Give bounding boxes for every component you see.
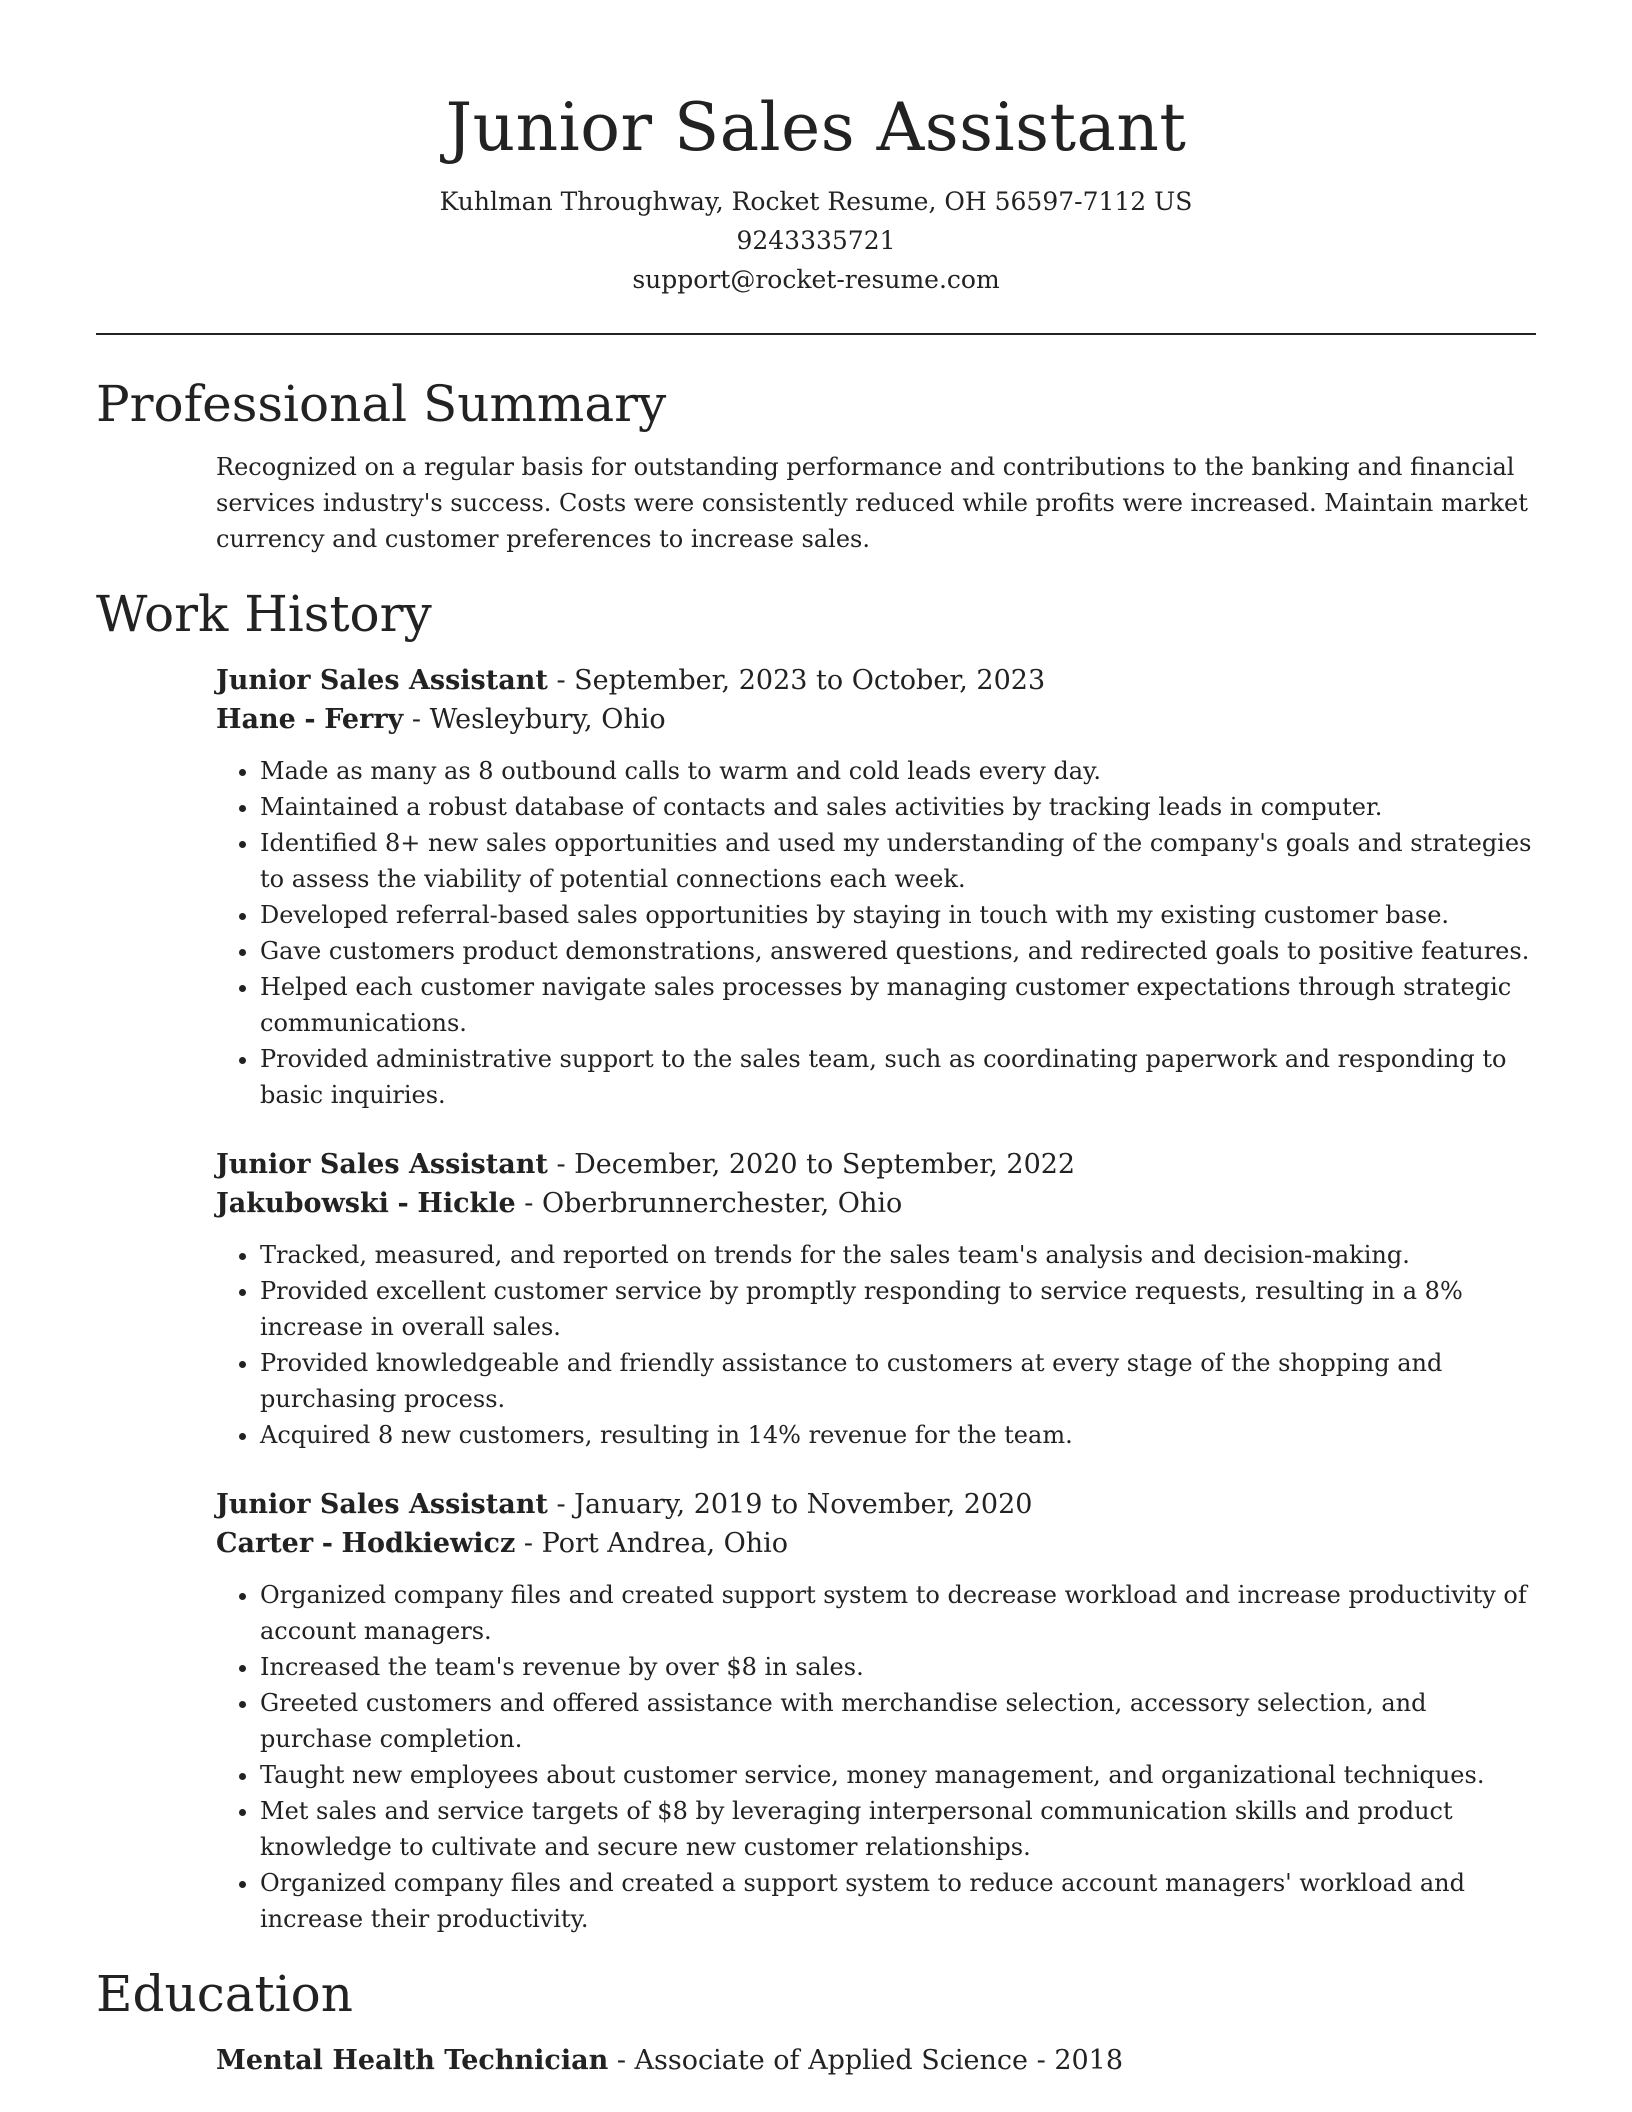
job-title-line [216, 661, 1536, 700]
job-title-line [216, 1145, 1536, 1184]
company-name-b: Ferry [324, 704, 404, 735]
job-location: Oberbrunnerchester, Ohio [541, 1188, 903, 1219]
job-bullet: • Helped each customer navigate sales processes by managing customer expectations through strategic communications. [260, 969, 1536, 1041]
work-history-heading: Work History [96, 585, 432, 643]
job-bullet: • Maintained a robust database of contacts and sales activities by tracking leads in computer. [260, 789, 1536, 825]
separator: - [304, 704, 316, 735]
separator: - [616, 2045, 626, 2076]
summary-text: Recognized on a regular basis for outstanding performance and contributions to the banking and financial services industry's success. Costs were consistently reduced while profits were increased. Maintain market currency and customer preferences to increase sales. [216, 453, 1528, 553]
job-location: Port Andrea, Ohio [541, 1528, 789, 1559]
job-bullet: • Organized company files and created a support system to reduce account managers' workload and increase their productivity. [260, 1865, 1536, 1937]
email: support@rocket-resume.com [632, 265, 1000, 294]
job-role: Junior Sales Assistant [216, 1489, 548, 1520]
separator: - [523, 1528, 534, 1559]
education-heading: Education [96, 1965, 353, 2023]
company-name-b: Hodkiewicz [341, 1528, 516, 1559]
job-title-line [216, 1485, 1536, 1524]
job-location: Wesleybury, Ohio [429, 704, 666, 735]
separator: - [556, 1489, 566, 1520]
job-employer-line [216, 1524, 1536, 1563]
job-entry [216, 1145, 1536, 1453]
company-name-b: Hickle [417, 1188, 516, 1219]
phone: 9243335721 [736, 226, 896, 255]
job-dates: January, 2019 to November, 2020 [574, 1489, 1033, 1520]
job-role: Junior Sales Assistant [216, 1149, 548, 1180]
job-employer-line [216, 1184, 1536, 1223]
company-name-a: Jakubowski [216, 1188, 389, 1219]
address: Kuhlman Throughway, Rocket Resume, OH 56597-7112 US [439, 187, 1193, 216]
job-bullet: • Taught new employees about customer service, money management, and organizational techniques. [260, 1757, 1536, 1793]
separator: - [556, 1149, 566, 1180]
separator: - [524, 1188, 534, 1219]
separator: - [397, 1188, 409, 1219]
job-role: Junior Sales Assistant [216, 665, 548, 696]
separator: - [1036, 2045, 1046, 2076]
job-dates: December, 2020 to September, 2022 [574, 1149, 1076, 1180]
job-bullet: • Developed referral-based sales opportunities by staying in touch with my existing customer base. [260, 897, 1536, 933]
contact-block [96, 182, 1536, 299]
job-bullet: • Gave customers product demonstrations, answered questions, and redirected goals to positive features. [260, 933, 1536, 969]
job-bullet: • Made as many as 8 outbound calls to warm and cold leads every day. [260, 753, 1536, 789]
education-year: 2018 [1054, 2045, 1124, 2076]
resume-name: Junior Sales Assistant [445, 89, 1187, 166]
job-bullet: • Identified 8+ new sales opportunities and used my understanding of the company's goals and strategies to assess the viability of potential connections each week. [260, 825, 1536, 897]
job-bullet: • Provided knowledgeable and friendly assistance to customers at every stage of the shopping and purchasing process. [260, 1345, 1536, 1417]
resume-header [96, 0, 1536, 299]
job-entry [216, 1485, 1536, 1937]
company-name-a: Carter [216, 1528, 314, 1559]
job-entry [216, 661, 1536, 1113]
job-bullet: • Acquired 8 new customers, resulting in 14% revenue for the team. [260, 1417, 1536, 1453]
company-name-a: Hane [216, 704, 296, 735]
job-bullet: • Increased the team's revenue by over $8 in sales. [260, 1649, 1536, 1685]
job-bullet: • Provided excellent customer service by promptly responding to service requests, resulting in a 8% increase in overall sales. [260, 1273, 1536, 1345]
job-bullet: • Organized company files and created support system to decrease workload and increase productivity of account managers. [260, 1577, 1536, 1649]
job-bullets [216, 1577, 1536, 1937]
education-field: Mental Health Technician [216, 2045, 609, 2076]
header-divider [96, 333, 1536, 335]
summary-heading: Professional Summary [96, 375, 667, 433]
job-bullets [216, 753, 1536, 1113]
job-dates: September, 2023 to October, 2023 [574, 665, 1046, 696]
education-degree: Associate of Applied Science [634, 2045, 1028, 2076]
separator: - [556, 665, 566, 696]
education-entry [216, 2041, 1536, 2080]
job-employer-line [216, 700, 1536, 739]
separator: - [321, 1528, 333, 1559]
separator: - [411, 704, 421, 735]
job-bullet: • Met sales and service targets of $8 by leveraging interpersonal communication skills and product knowledge to cultivate and secure new customer relationships. [260, 1793, 1536, 1865]
job-bullet: • Tracked, measured, and reported on trends for the sales team's analysis and decision-making. [260, 1237, 1536, 1273]
job-bullets [216, 1237, 1536, 1453]
job-bullet: • Greeted customers and offered assistance with merchandise selection, accessory selection, and purchase completion. [260, 1685, 1536, 1757]
job-bullet: • Provided administrative support to the sales team, such as coordinating paperwork and responding to basic inquiries. [260, 1041, 1536, 1113]
